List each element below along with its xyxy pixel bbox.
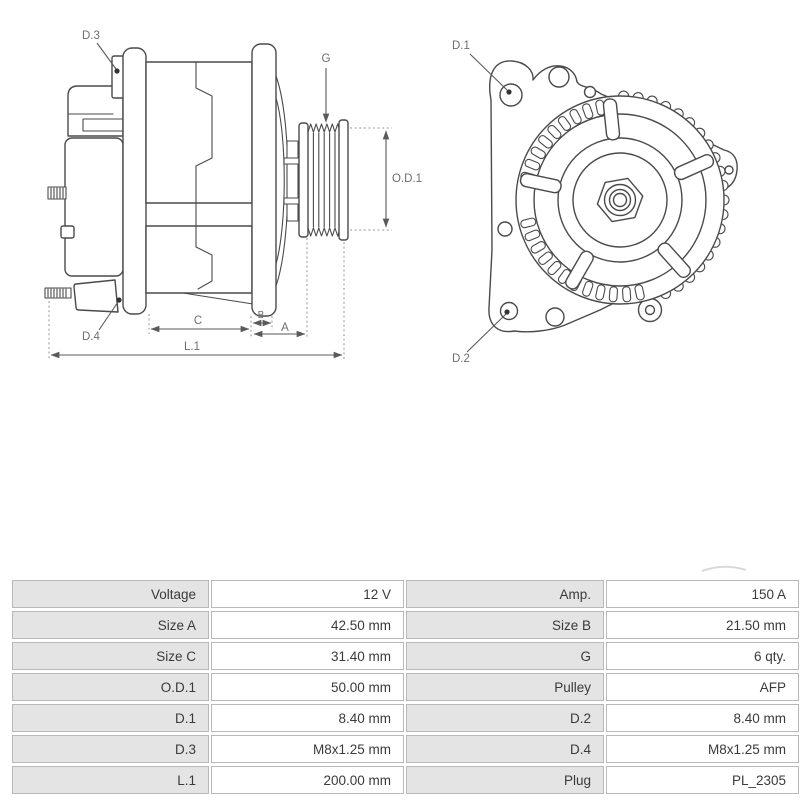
spec-table-wrap [10,577,791,797]
dim-label-l1: L.1 [184,341,200,353]
spec-value-cell: 12 V [211,580,404,608]
spec-label-cell: Size C [12,642,209,670]
watermark-artifact [702,567,746,571]
spec-label-cell: Pulley [406,673,604,701]
spec-value-cell: AFP [606,673,799,701]
dim-label-b: B [257,310,265,321]
spec-row [12,642,799,670]
alternator-front-view [452,40,737,365]
spec-row [12,704,799,732]
spec-value-cell: PL_2305 [606,766,799,794]
spec-value-cell: 21.50 mm [606,611,799,639]
spec-table-body [12,580,799,794]
spec-row [12,766,799,794]
spec-row [12,611,799,639]
dim-label-a: A [281,322,289,334]
spec-value-cell: 8.40 mm [211,704,404,732]
spec-label-cell: O.D.1 [12,673,209,701]
spec-label-cell: Voltage [12,580,209,608]
spec-table [10,577,800,797]
spec-label-cell: D.2 [406,704,604,732]
spec-value-cell: 50.00 mm [211,673,404,701]
dim-label-d2: D.2 [452,353,470,365]
spec-value-cell: 6 qty. [606,642,799,670]
spec-label-cell: L.1 [12,766,209,794]
spec-row [12,735,799,763]
spec-value-cell: M8x1.25 mm [606,735,799,763]
vent-slot [609,287,618,302]
vent-slot [622,287,631,302]
spec-label-cell: Amp. [406,580,604,608]
spec-label-cell: D.1 [12,704,209,732]
spec-row [12,580,799,608]
spec-label-cell: G [406,642,604,670]
dim-label-d3: D.3 [82,30,100,42]
spec-value-cell: 8.40 mm [606,704,799,732]
dim-label-g: G [321,53,331,65]
dim-label-od1: O.D.1 [392,173,423,185]
spec-label-cell: Size B [406,611,604,639]
dim-label-d1: D.1 [452,40,470,52]
alternator-side-view [45,30,422,359]
spec-value-cell: 31.40 mm [211,642,404,670]
spec-value-cell: 150 A [606,580,799,608]
spec-label-cell: Size A [12,611,209,639]
dim-label-c: C [193,315,203,327]
spec-row [12,673,799,701]
spec-value-cell: M8x1.25 mm [211,735,404,763]
spec-label-cell: D.3 [12,735,209,763]
spec-label-cell: D.4 [406,735,604,763]
spec-label-cell: Plug [406,766,604,794]
dim-label-d4: D.4 [82,331,100,343]
spec-value-cell: 200.00 mm [211,766,404,794]
spec-value-cell: 42.50 mm [211,611,404,639]
